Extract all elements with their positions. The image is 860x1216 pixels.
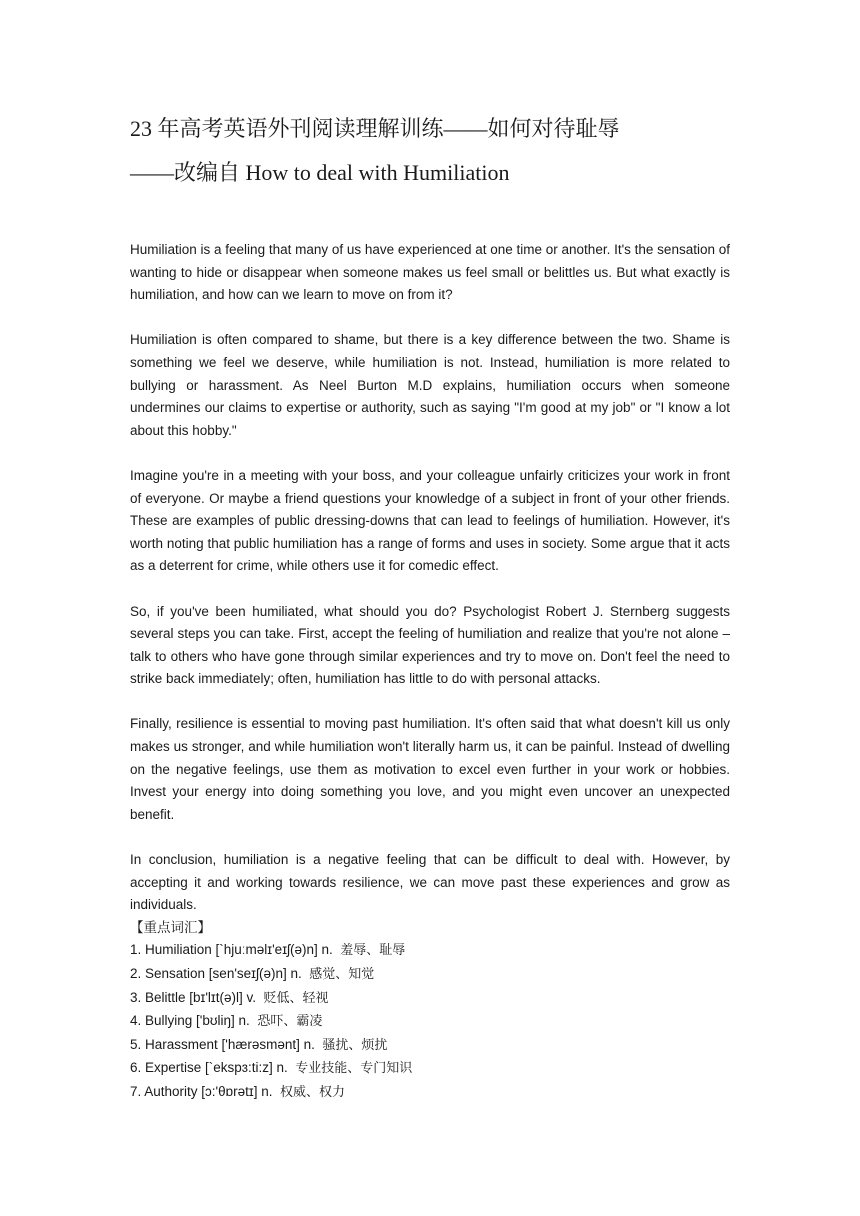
vocabulary-entry: 4. Bullying ['bʊliŋ] n. — [130, 1013, 250, 1029]
vocabulary-entry: 3. Belittle [bɪ'lɪt(ə)l] v. — [130, 989, 256, 1005]
vocabulary-meaning: 羞辱、耻辱 — [340, 943, 406, 959]
vocabulary-entry: 5. Harassment ['hærəsmənt] n. — [130, 1036, 315, 1052]
vocabulary-item — [130, 987, 730, 1011]
vocabulary-meaning: 骚扰、烦扰 — [322, 1037, 388, 1053]
vocabulary-entry: 6. Expertise [`ekspɜ:ti:z] n. — [130, 1060, 288, 1076]
vocabulary-entry: 2. Sensation [sen'seɪʃ(ə)n] n. — [130, 966, 302, 981]
paragraph-6: In conclusion, humiliation is a negative feeling that can be difficult to deal with. However, by accepting it and working towards resilience, we can move past these experiences and grow as individuals. — [130, 852, 730, 913]
vocabulary-entry: 7. Authority [ɔ:'θɒrətɪ] n. — [130, 1083, 273, 1099]
vocabulary-item — [130, 963, 730, 987]
vocabulary-item — [130, 1034, 730, 1058]
vocabulary-meaning: 感觉、知觉 — [309, 967, 375, 982]
vocabulary-item — [130, 1081, 730, 1105]
vocabulary-meaning: 权威、权力 — [279, 1084, 345, 1100]
paragraph-1: Humiliation is a feeling that many of us have experienced at one time or another. It's the sensation of wanting to hide or disappear when someone makes us feel small or belittles us. But what exactly is humiliation, and how can we learn to move on from it? — [130, 242, 730, 303]
article-body — [130, 239, 730, 1105]
vocabulary-meaning: 专业技能、专门知识 — [295, 1061, 413, 1077]
paragraph-4: So, if you've been humiliated, what should you do? Psychologist Robert J. Sternberg suggests several steps you can take. First, accept the feeling of humiliation and realize that you're not alone – talk to others who have gone through similar experiences and try to move on. Don't feel the need to strike back immediately; often, humiliation has little to do with personal attacks. — [130, 603, 730, 687]
vocabulary-item — [130, 1057, 730, 1081]
document-subtitle: ——改编自 How to deal with Humiliation — [130, 160, 510, 185]
vocabulary-meaning: 贬低、轻视 — [263, 990, 329, 1006]
vocabulary-item — [130, 939, 730, 963]
vocabulary-item — [130, 1010, 730, 1034]
vocabulary-heading: 【重点词汇】 — [130, 919, 211, 936]
vocabulary-meaning: 恐吓、霸凌 — [257, 1014, 323, 1030]
paragraph-2: Humiliation is often compared to shame, but there is a key difference between the two. Shame is something we feel we deserve, while humiliation is not. Instead, humiliation is more related to bullying or harassment. As Neel Burton M.D explains, humiliation occurs when someone undermines our claims to expertise or authority, such as saying "I'm good at my job" or "I know a lot about this hobby." — [130, 332, 730, 438]
vocabulary-list — [130, 939, 730, 1104]
document-title: 23 年高考英语外刊阅读理解训练——如何对待耻辱 — [130, 116, 620, 141]
paragraph-3: Imagine you're in a meeting with your boss, and your colleague unfairly criticizes your work in front of everyone. Or maybe a friend questions your knowledge of a subject in front of your other friends. These are examples of public dressing-downs that can lead to feelings of humiliation. However, it's worth noting that public humiliation has a range of forms and uses in society. Some argue that it acts as a deterrent for crime, while others use it for comedic effect. — [130, 467, 730, 574]
vocabulary-entry: 1. Humiliation [`hjuːməlɪ'eɪʃ(ə)n] n. — [130, 942, 333, 958]
paragraph-5: Finally, resilience is essential to moving past humiliation. It's often said that what doesn't kill us only makes us stronger, and while humiliation won't literally harm us, it can be painful. Instead of dwelling on the negative feelings, use them as motivation to excel even further in your work or hobbies. Invest your energy into doing something you love, and you might even uncover an unexpected benefit. — [130, 716, 730, 822]
